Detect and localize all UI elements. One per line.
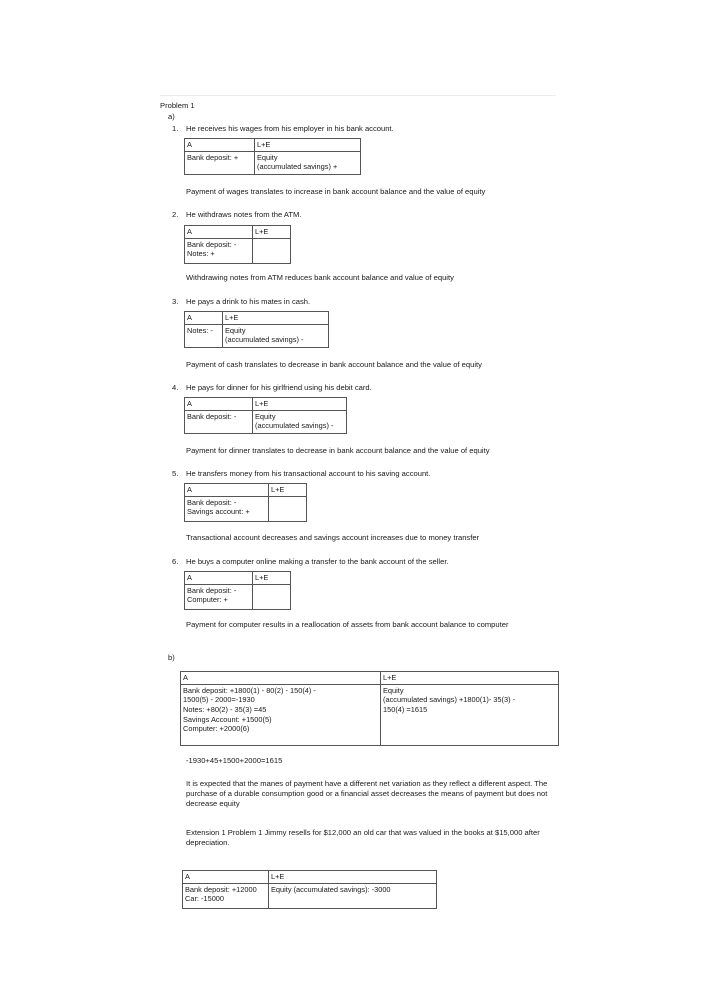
item-5-assets-cell <box>185 496 269 521</box>
le-entry: (accumulated savings) + <box>257 162 338 172</box>
item-6-number: 6. <box>172 557 179 566</box>
item-5-note: Transactional account decreases and savings account increases due to money transfer <box>186 533 480 542</box>
le-header: L+E <box>223 312 329 325</box>
item-2-table <box>184 225 291 264</box>
item-4-text: He pays for dinner for his girlfriend using his debit card. <box>186 383 372 392</box>
item-4-number: 4. <box>172 383 179 392</box>
extension-assets-cell <box>183 883 269 908</box>
item-1-text: He receives his wages from his employer in his bank account. <box>186 124 394 133</box>
item-3-le-cell <box>223 324 329 347</box>
asset-entry: Bank deposit: +12000 <box>185 884 257 894</box>
item-2-text: He withdraws notes from the ATM. <box>186 210 302 219</box>
le-entry: Equity (accumulated savings): -3000 <box>271 884 391 894</box>
le-header: L+E <box>253 572 291 585</box>
asset-entry: Car: -15000 <box>185 894 225 904</box>
le-entry: 150(4) =1615 <box>383 704 428 714</box>
part-b-label: b) <box>168 653 175 662</box>
le-entry: Equity <box>225 325 246 335</box>
item-6-assets-cell <box>185 584 253 609</box>
item-1-assets-cell <box>185 151 255 174</box>
item-5-le-cell <box>269 496 307 521</box>
assets-header: A <box>185 312 223 325</box>
asset-entry: Bank deposit: - <box>187 585 237 595</box>
item-2-assets-cell <box>185 238 253 263</box>
asset-entry: Computer: +2000(6) <box>183 724 250 734</box>
item-4-table <box>184 397 347 434</box>
le-header: L+E <box>253 226 291 239</box>
item-2-note: Withdrawing notes from ATM reduces bank account balance and value of equity <box>186 273 454 282</box>
item-6-table <box>184 571 291 610</box>
extension-paragraph: Extension 1 Problem 1 Jimmy resells for $12,000 an old car that was valued in the books at $15,000 after depreciation. <box>186 828 540 847</box>
le-entry: Equity <box>257 152 278 162</box>
asset-entry: Savings Account: +1500(5) <box>183 714 272 724</box>
item-5-table <box>184 483 307 522</box>
item-3-text: He pays a drink to his mates in cash. <box>186 297 311 306</box>
assets-header: A <box>183 871 269 884</box>
assets-header: A <box>181 672 381 685</box>
item-3-note: Payment of cash translates to decrease in bank account balance and the value of equity <box>186 360 482 369</box>
asset-entry: Bank deposit: + <box>187 152 239 162</box>
asset-entry: Savings account: + <box>187 507 250 517</box>
asset-entry: Bank deposit: - <box>187 239 237 249</box>
item-2-number: 2. <box>172 210 179 219</box>
item-1-le-cell <box>255 151 361 174</box>
le-header: L+E <box>381 672 559 685</box>
item-3-table <box>184 311 329 348</box>
asset-entry: Bank deposit: - <box>187 497 237 507</box>
part-b-assets-cell <box>181 684 381 745</box>
le-entry: Equity <box>255 411 276 421</box>
le-header: L+E <box>255 139 361 152</box>
item-6-note: Payment for computer results in a reallocation of assets from bank account balance to computer <box>186 620 509 629</box>
item-4-note: Payment for dinner translates to decrease in bank account balance and the value of equity <box>186 446 490 455</box>
asset-entry: Notes: - <box>187 325 213 335</box>
le-entry: (accumulated savings) - <box>255 421 334 431</box>
le-header: L+E <box>269 484 307 497</box>
asset-entry: Bank deposit: +1800(1) - 80(2) - 150(4) - <box>183 685 316 695</box>
le-entry: (accumulated savings) - <box>225 335 304 345</box>
asset-entry: Notes: + <box>187 249 215 259</box>
item-1-note: Payment of wages translates to increase in bank account balance and the value of equity <box>186 187 486 196</box>
item-5-number: 5. <box>172 469 179 478</box>
item-4-assets-cell <box>185 410 253 433</box>
extension-table <box>182 870 437 909</box>
assets-header: A <box>185 226 253 239</box>
item-4-le-cell <box>253 410 347 433</box>
le-header: L+E <box>253 398 347 411</box>
item-3-assets-cell <box>185 324 223 347</box>
item-6-text: He buys a computer online making a transfer to the bank account of the seller. <box>186 557 449 566</box>
asset-entry: Notes: +80(2) - 35(3) =45 <box>183 704 267 714</box>
header-rule <box>160 95 556 96</box>
assets-header: A <box>185 398 253 411</box>
assets-header: A <box>185 572 253 585</box>
le-header: L+E <box>269 871 437 884</box>
asset-entry: Bank deposit: - <box>187 411 237 421</box>
extension-le-cell <box>269 883 437 908</box>
item-1-table <box>184 138 361 175</box>
problem-title: Problem 1 <box>160 101 195 110</box>
item-2-le-cell <box>253 238 291 263</box>
part-a-label: a) <box>168 112 175 121</box>
assets-header: A <box>185 484 269 497</box>
item-1-number: 1. <box>172 124 179 133</box>
le-entry: Equity <box>383 685 404 695</box>
part-b-paragraph: It is expected that the manes of payment have a different net variation as they reflect a different aspect. The purchase of a durable consumption good or a financial asset decreases the means of payment but does not decrease equity <box>186 779 548 808</box>
part-b-le-cell <box>381 684 559 745</box>
asset-entry: Computer: + <box>187 595 228 605</box>
item-6-le-cell <box>253 584 291 609</box>
part-b-sum: -1930+45+1500+2000=1615 <box>186 756 283 765</box>
item-5-text: He transfers money from his transactional account to his saving account. <box>186 469 431 478</box>
part-b-table <box>180 671 559 746</box>
le-entry: (accumulated savings) +1800(1)- 35(3) - <box>383 695 516 705</box>
assets-header: A <box>185 139 255 152</box>
asset-entry: 1500(5) - 2000=-1930 <box>183 695 255 705</box>
item-3-number: 3. <box>172 297 179 306</box>
